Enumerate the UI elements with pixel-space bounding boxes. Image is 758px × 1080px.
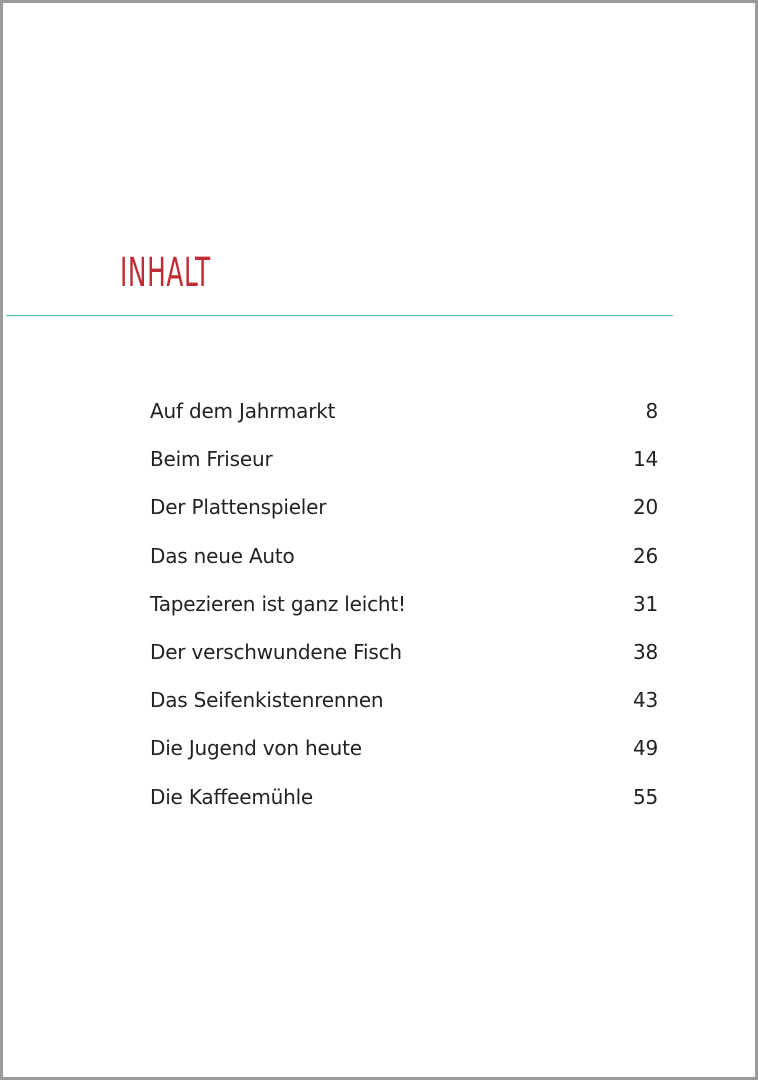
toc-entry — [150, 724, 658, 772]
toc-entry — [150, 483, 658, 531]
toc-entry — [150, 676, 658, 724]
toc-entry-page: 14 — [632, 447, 658, 472]
table-of-contents — [150, 387, 658, 821]
toc-entry — [150, 628, 658, 676]
toc-entry-page: 31 — [632, 591, 658, 616]
toc-entry-page: 20 — [632, 495, 658, 520]
toc-entry — [150, 435, 658, 483]
toc-entry-title: Die Jugend von heute — [150, 736, 362, 761]
toc-entry-title: Der Plattenspieler — [150, 495, 327, 520]
toc-entry — [150, 532, 658, 580]
toc-entry-page: 26 — [632, 543, 658, 568]
toc-entry-page: 49 — [632, 736, 658, 761]
toc-entry-title: Das neue Auto — [150, 543, 295, 568]
page-title: INHALT — [120, 250, 211, 296]
toc-entry-page: 8 — [645, 399, 658, 424]
toc-entry-title: Die Kaffeemühle — [150, 784, 314, 809]
toc-entry — [150, 387, 658, 435]
toc-entry — [150, 580, 658, 628]
toc-entry-page: 55 — [632, 784, 658, 809]
toc-entry-title: Der verschwundene Fisch — [150, 640, 402, 665]
toc-entry-page: 38 — [632, 640, 658, 665]
title-divider — [6, 315, 673, 316]
toc-entry-title: Auf dem Jahrmarkt — [150, 399, 336, 424]
toc-entry-title: Beim Friseur — [150, 447, 273, 472]
toc-entry-title: Tapezieren ist ganz leicht! — [150, 591, 406, 616]
toc-entry-page: 43 — [632, 688, 658, 713]
toc-entry — [150, 773, 658, 821]
toc-entry-title: Das Seifenkistenrennen — [150, 688, 384, 713]
